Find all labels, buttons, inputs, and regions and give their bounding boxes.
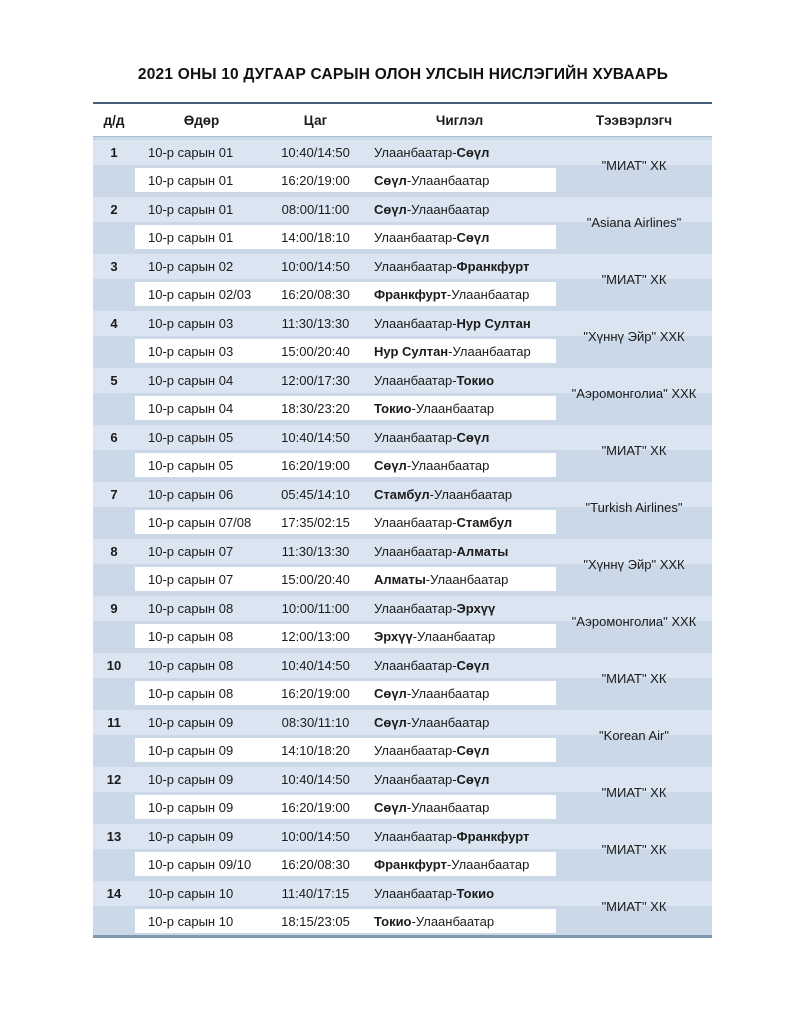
table-row xyxy=(135,795,556,819)
row-number: 6 xyxy=(110,430,118,445)
direction-city: -Улаанбаатар xyxy=(406,685,490,701)
direction-city-bold: Токио xyxy=(374,913,412,929)
date-cell: 10-р сарын 09 xyxy=(148,742,234,758)
date-cell: 10-р сарын 06 xyxy=(148,487,234,502)
table-row xyxy=(135,681,556,705)
direction-cell xyxy=(363,487,556,502)
date-cell: 10-р сарын 07 xyxy=(148,544,234,559)
direction-city-bold: Сөүл xyxy=(456,229,490,245)
date-cell: 10-р сарын 01 xyxy=(148,202,234,217)
direction-city: Улаанбаатар- xyxy=(374,601,457,616)
date-cell: 10-р сарын 08 xyxy=(148,685,234,701)
date-cell: 10-р сарын 10 xyxy=(148,886,234,901)
carrier-cell: "Хүннү Эйр" ХХК xyxy=(583,329,685,344)
row-number: 4 xyxy=(110,316,118,331)
direction-cell xyxy=(363,686,556,701)
date-cell: 10-р сарын 09/10 xyxy=(148,856,252,872)
flight-group xyxy=(93,650,712,707)
time-cell: 10:40/14:50 xyxy=(281,772,350,787)
table-row xyxy=(135,624,556,648)
direction-city-bold: Сөүл xyxy=(456,430,490,445)
direction-city-bold: Алматы xyxy=(456,544,509,559)
row-number: 7 xyxy=(110,487,118,502)
carrier-cell: "Turkish Airlines" xyxy=(585,500,683,515)
direction-city: -Улаанбаатар xyxy=(406,202,490,217)
direction-city-bold: Франкфурт xyxy=(374,286,447,302)
direction-cell xyxy=(363,658,556,673)
time-cell: 10:40/14:50 xyxy=(281,658,350,673)
row-number: 13 xyxy=(106,829,122,844)
flight-group xyxy=(93,821,712,878)
time-cell: 05:45/14:10 xyxy=(281,487,350,502)
carrier-cell: "Аэромонголиа" ХХК xyxy=(571,386,697,401)
time-cell: 15:00/20:40 xyxy=(281,343,350,359)
direction-city-bold: Токио xyxy=(374,400,412,416)
direction-cell xyxy=(363,173,556,188)
direction-city: Улаанбаатар- xyxy=(374,886,457,901)
direction-cell xyxy=(363,544,556,559)
flight-group xyxy=(93,251,712,308)
header-date: Өдөр xyxy=(183,112,220,128)
carrier-cell: "МИАТ" ХК xyxy=(601,899,667,914)
table-row xyxy=(135,852,556,876)
direction-city-bold: Нур Султан xyxy=(456,316,531,331)
direction-city: Улаанбаатар- xyxy=(374,658,457,673)
carrier-cell: "Аэромонголиа" ХХК xyxy=(571,614,697,629)
direction-city-bold: Алматы xyxy=(374,571,426,587)
carrier-cell: "МИАТ" ХК xyxy=(601,785,667,800)
header-num: д/д xyxy=(103,112,125,128)
flight-group xyxy=(93,536,712,593)
time-cell: 08:00/11:00 xyxy=(281,202,350,217)
date-cell: 10-р сарын 05 xyxy=(148,430,234,445)
time-cell: 10:40/14:50 xyxy=(281,145,350,160)
date-cell: 10-р сарын 09 xyxy=(148,772,234,787)
carrier-cell: "МИАТ" ХК xyxy=(601,443,667,458)
flight-group xyxy=(93,137,712,194)
direction-city: -Улаанбаатар xyxy=(448,343,531,359)
direction-city: -Улаанбаатар xyxy=(411,913,495,929)
direction-city: Улаанбаатар- xyxy=(374,544,457,559)
page-title: 2021 ОНЫ 10 ДУГААР САРЫН ОЛОН УЛСЫН НИСЛЭГИЙН ХУВААРЬ xyxy=(137,66,669,83)
direction-city-bold: Стамбул xyxy=(456,514,513,530)
direction-cell xyxy=(363,914,556,929)
direction-city-bold: Стамбул xyxy=(374,487,430,502)
time-cell: 14:10/18:20 xyxy=(281,742,350,758)
date-cell: 10-р сарын 08 xyxy=(148,601,234,616)
date-cell: 10-р сарын 05 xyxy=(148,457,234,473)
time-cell: 10:00/14:50 xyxy=(281,829,350,844)
header-time: Цаг xyxy=(303,112,328,128)
date-cell: 10-р сарын 01 xyxy=(148,145,234,160)
direction-city: -Улаанбаатар xyxy=(411,400,495,416)
direction-cell xyxy=(363,145,556,160)
date-cell: 10-р сарын 03 xyxy=(148,343,234,359)
date-cell: 10-р сарын 01 xyxy=(148,172,234,188)
table-row xyxy=(135,738,556,762)
carrier-cell: "МИАТ" ХК xyxy=(601,842,667,857)
direction-city: -Улаанбаатар xyxy=(446,856,530,872)
carrier-cell: "Asiana Airlines" xyxy=(586,215,682,230)
carrier-cell: "МИАТ" ХК xyxy=(601,671,667,686)
direction-city: -Улаанбаатар xyxy=(406,715,490,730)
time-cell: 16:20/19:00 xyxy=(281,172,350,188)
direction-city-bold: Сөүл xyxy=(374,457,407,473)
carrier-cell: "МИАТ" ХК xyxy=(601,158,667,173)
header-carrier: Тээвэрлэгч xyxy=(595,112,673,128)
direction-cell xyxy=(363,629,556,644)
row-number: 14 xyxy=(106,886,122,901)
direction-cell xyxy=(363,401,556,416)
time-cell: 11:30/13:30 xyxy=(281,316,350,331)
time-cell: 18:30/23:20 xyxy=(281,400,350,416)
table-row xyxy=(135,909,556,933)
direction-city: Улаанбаатар- xyxy=(374,430,457,445)
time-cell: 10:00/14:50 xyxy=(281,259,350,274)
date-cell: 10-р сарын 02 xyxy=(148,259,234,274)
direction-cell xyxy=(363,829,556,844)
direction-city: Улаанбаатар- xyxy=(374,514,457,530)
direction-cell xyxy=(363,259,556,274)
row-number: 12 xyxy=(106,772,122,787)
table-row xyxy=(135,396,556,420)
header-direction: Чиглэл xyxy=(435,112,484,128)
carrier-cell: "МИАТ" ХК xyxy=(601,272,667,287)
direction-city-bold: Токио xyxy=(456,886,495,901)
flight-group xyxy=(93,308,712,365)
flight-schedule-table xyxy=(93,102,712,938)
direction-city: Улаанбаатар- xyxy=(374,316,457,331)
direction-cell xyxy=(363,715,556,730)
table-row xyxy=(135,168,556,192)
flight-group xyxy=(93,479,712,536)
date-cell: 10-р сарын 02/03 xyxy=(148,286,252,302)
flight-group xyxy=(93,593,712,650)
table-row xyxy=(135,225,556,249)
flight-group xyxy=(93,764,712,821)
table-row xyxy=(135,567,556,591)
direction-cell xyxy=(363,515,556,530)
time-cell: 11:40/17:15 xyxy=(281,886,350,901)
direction-city-bold: Сөүл xyxy=(374,715,407,730)
row-number: 10 xyxy=(106,658,122,673)
table-header-row xyxy=(93,104,712,137)
time-cell: 16:20/19:00 xyxy=(281,457,350,473)
time-cell: 11:30/13:30 xyxy=(281,544,350,559)
time-cell: 14:00/18:10 xyxy=(281,229,350,245)
direction-city-bold: Сөүл xyxy=(374,685,407,701)
time-cell: 16:20/08:30 xyxy=(281,856,350,872)
direction-city-bold: Сөүл xyxy=(374,172,407,188)
time-cell: 10:00/11:00 xyxy=(281,601,350,616)
direction-city-bold: Франкфурт xyxy=(456,829,530,844)
time-cell: 08:30/11:10 xyxy=(281,715,350,730)
direction-city-bold: Сөүл xyxy=(456,772,490,787)
direction-cell xyxy=(363,316,556,331)
time-cell: 16:20/19:00 xyxy=(281,685,350,701)
direction-city: -Улаанбаатар xyxy=(406,799,490,815)
time-cell: 16:20/19:00 xyxy=(281,799,350,815)
table-row xyxy=(135,282,556,306)
direction-cell xyxy=(363,572,556,587)
direction-city-bold: Эрхүү xyxy=(374,628,413,644)
direction-city: Улаанбаатар- xyxy=(374,829,457,844)
direction-cell xyxy=(363,287,556,302)
direction-city-bold: Сөүл xyxy=(456,145,490,160)
direction-cell xyxy=(363,857,556,872)
row-number: 3 xyxy=(110,259,118,274)
direction-cell xyxy=(363,743,556,758)
direction-cell xyxy=(363,772,556,787)
direction-city-bold: Сөүл xyxy=(456,658,490,673)
date-cell: 10-р сарын 01 xyxy=(148,229,234,245)
flight-group xyxy=(93,194,712,251)
direction-city: -Улаанбаатар xyxy=(406,172,490,188)
flight-group xyxy=(93,878,712,935)
direction-city: Улаанбаатар- xyxy=(374,742,457,758)
time-cell: 12:00/17:30 xyxy=(281,373,350,388)
time-cell: 12:00/13:00 xyxy=(281,628,350,644)
direction-city-bold: Франкфурт xyxy=(456,259,530,274)
time-cell: 17:35/02:15 xyxy=(281,514,350,530)
carrier-cell: "Korean Air" xyxy=(599,728,669,743)
direction-city-bold: Сөүл xyxy=(456,742,490,758)
direction-city-bold: Франкфурт xyxy=(374,856,447,872)
direction-city-bold: Эрхүү xyxy=(456,601,496,616)
direction-city: -Улаанбаатар xyxy=(412,628,496,644)
date-cell: 10-р сарын 04 xyxy=(148,400,234,416)
date-cell: 10-р сарын 07 xyxy=(148,571,234,587)
direction-cell xyxy=(363,458,556,473)
direction-cell xyxy=(363,886,556,901)
direction-city: -Улаанбаатар xyxy=(425,571,509,587)
row-number: 9 xyxy=(110,601,118,616)
row-number: 11 xyxy=(107,715,121,730)
flight-group xyxy=(93,707,712,764)
time-cell: 16:20/08:30 xyxy=(281,286,350,302)
date-cell: 10-р сарын 03 xyxy=(148,316,234,331)
direction-city: -Улаанбаатар xyxy=(446,286,530,302)
carrier-cell: "Хүннү Эйр" ХХК xyxy=(583,557,685,572)
table-body xyxy=(93,137,712,938)
date-cell: 10-р сарын 08 xyxy=(148,628,234,644)
direction-city-bold: Сөүл xyxy=(374,202,407,217)
date-cell: 10-р сарын 04 xyxy=(148,373,234,388)
date-cell: 10-р сарын 09 xyxy=(148,829,234,844)
time-cell: 18:15/23:05 xyxy=(281,913,350,929)
table-row xyxy=(135,339,556,363)
direction-cell xyxy=(363,230,556,245)
direction-city-bold: Токио xyxy=(456,373,495,388)
direction-city: Улаанбаатар- xyxy=(374,145,457,160)
date-cell: 10-р сарын 08 xyxy=(148,658,234,673)
flight-group xyxy=(93,365,712,422)
direction-city: Улаанбаатар- xyxy=(374,772,457,787)
direction-city: Улаанбаатар- xyxy=(374,229,457,245)
date-cell: 10-р сарын 09 xyxy=(148,799,234,815)
direction-city: -Улаанбаатар xyxy=(429,487,513,502)
table-row xyxy=(135,453,556,477)
direction-city: Улаанбаатар- xyxy=(374,259,457,274)
time-cell: 15:00/20:40 xyxy=(281,571,350,587)
flight-group xyxy=(93,422,712,479)
row-number: 5 xyxy=(110,373,118,388)
direction-city: Улаанбаатар- xyxy=(374,373,457,388)
direction-city: -Улаанбаатар xyxy=(406,457,490,473)
direction-cell xyxy=(363,344,556,359)
row-number: 2 xyxy=(110,202,118,217)
date-cell: 10-р сарын 07/08 xyxy=(148,514,252,530)
direction-cell xyxy=(363,430,556,445)
direction-cell xyxy=(363,373,556,388)
direction-city-bold: Сөүл xyxy=(374,799,407,815)
date-cell: 10-р сарын 10 xyxy=(148,913,234,929)
time-cell: 10:40/14:50 xyxy=(281,430,350,445)
direction-cell xyxy=(363,800,556,815)
table-row xyxy=(135,510,556,534)
direction-cell xyxy=(363,601,556,616)
row-number: 8 xyxy=(110,544,118,559)
date-cell: 10-р сарын 09 xyxy=(148,715,234,730)
row-number: 1 xyxy=(110,145,118,160)
direction-city-bold: Нур Султан xyxy=(374,343,449,359)
direction-cell xyxy=(363,202,556,217)
